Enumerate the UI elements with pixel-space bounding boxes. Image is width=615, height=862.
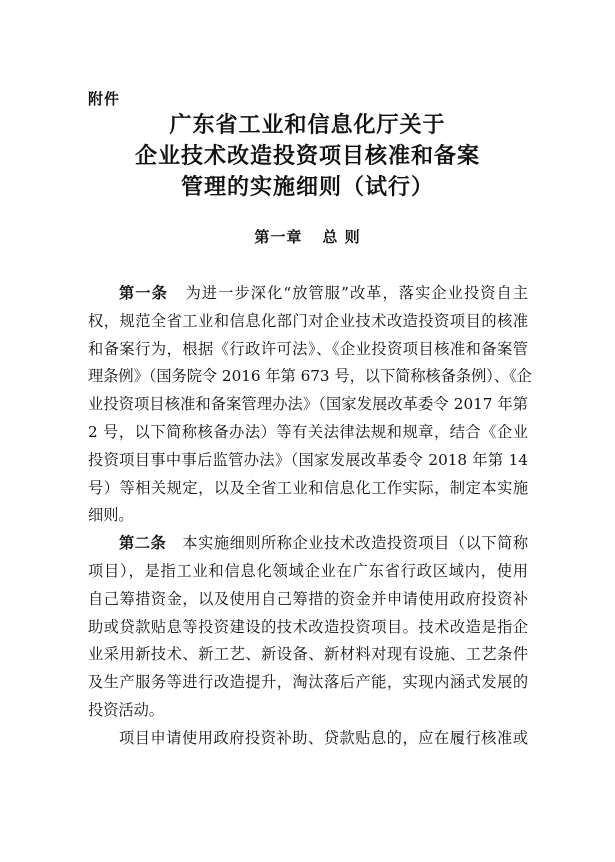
paragraph-line: 号）等相关规定，以及全省工业和信息化工作实际，制定本实施: [88, 478, 528, 497]
paragraph-line: 项目申请使用政府投资补助、贷款贴息的，应在履行核准或: [119, 728, 528, 747]
paragraph-line: 2 号，以下简称核备办法）等有关法律法规和规章，结合《企业: [88, 422, 528, 441]
title-line: 企业技术改造投资项目核准和备案: [134, 143, 480, 169]
article-label: 第二条: [119, 534, 167, 553]
article-1: [88, 280, 532, 530]
paragraph-line: 业投资项目核准和备案管理办法》（国家发展改革委令 2017 年第: [88, 395, 528, 414]
paragraph-line: 权，规范全省工业和信息化部门对企业技术改造投资项目的核准: [88, 311, 528, 330]
paragraph-line: [88, 530, 528, 558]
article-2: [88, 530, 528, 725]
title-line: 管理的实施细则（试行）: [180, 174, 434, 200]
article-text: 本实施细则所称企业技术改造投资项目（以下简称: [182, 534, 529, 553]
article-text: 为进一步深化“放管服”改革，落实企业投资自主: [185, 284, 528, 302]
chapter-name: 总 则: [322, 228, 361, 246]
attachment-label: 附件: [88, 90, 121, 108]
paragraph-line: 和备案行为，根据《行政许可法》、《企业投资项目核准和备案管: [88, 339, 528, 358]
chapter-heading: [0, 226, 615, 247]
paragraph-line: 业采用新技术、新工艺、新设备、新材料对现有设施、工艺条件: [88, 645, 528, 664]
document-body: [88, 280, 532, 753]
paragraph-line: 投资活动。: [88, 700, 164, 719]
paragraph-line: 项目），是指工业和信息化领域企业在广东省行政区域内，使用: [88, 561, 528, 580]
article-label: 第一条: [119, 284, 168, 302]
paragraph-line: 理条例》（国务院令 2016 年第 673 号，以下简称核备条例）、《企: [88, 367, 532, 386]
paragraph-line: [88, 280, 528, 308]
paragraph-line: 投资项目事中事后监管办法》（国家发展改革委令 2018 年第 14: [88, 450, 528, 469]
chapter-number: 第一章: [254, 228, 303, 246]
trailing-paragraph: [88, 725, 528, 753]
paragraph-line: 自己筹措资金，以及使用自己筹措的资金并申请使用政府投资补: [88, 589, 528, 608]
paragraph-line: 细则。: [88, 506, 134, 525]
document-title: [0, 110, 615, 203]
paragraph-line: 及生产服务等进行改造提升，淘汰落后产能，实现内涵式发展的: [88, 673, 528, 692]
paragraph-line: 助或贷款贴息等投资建设的技术改造投资项目。技术改造是指企: [88, 617, 528, 636]
title-line: 广东省工业和信息化厅关于: [169, 112, 446, 138]
